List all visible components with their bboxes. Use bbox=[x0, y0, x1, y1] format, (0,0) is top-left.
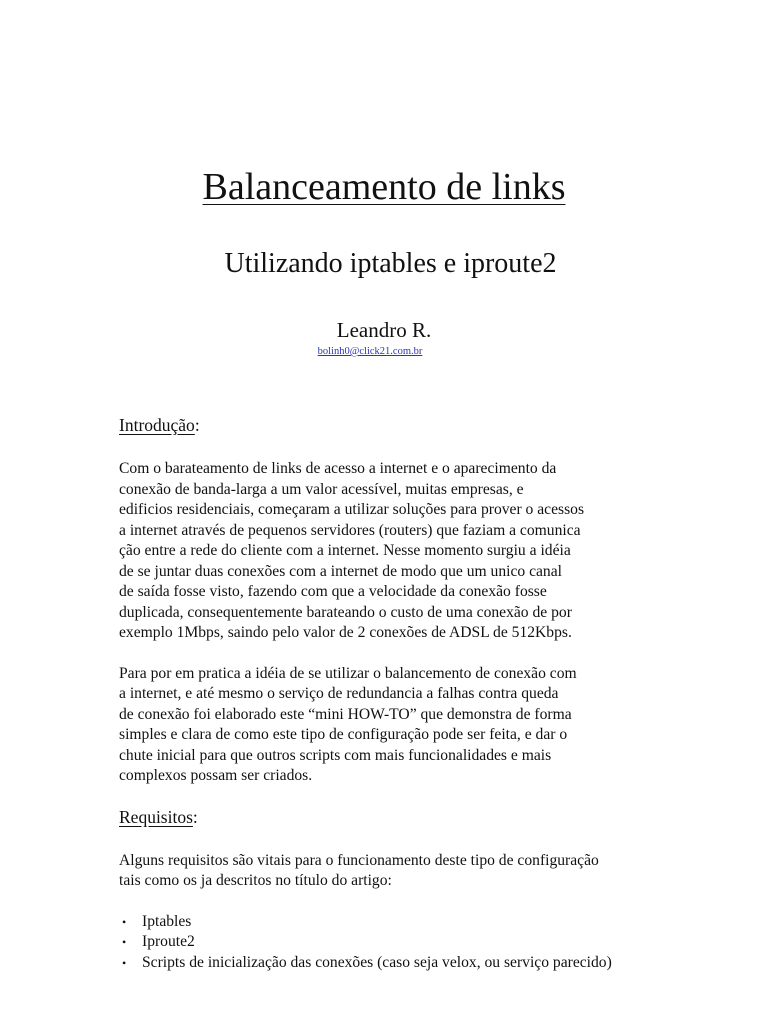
paragraph-line: chute inicial para que outros scripts com mais funcionalidades e mais bbox=[119, 746, 552, 764]
paragraph-line: a internet, e até mesmo o serviço de redundancia a falhas contra queda bbox=[119, 685, 559, 702]
paragraph-line: conexão de banda-larga a um valor acessível, muitas empresas, e bbox=[119, 480, 524, 498]
list-item bbox=[119, 953, 719, 974]
paragraph-line: Com o barateamento de links de acesso a internet e o aparecimento da bbox=[119, 460, 557, 477]
author-email-link[interactable]: bolinh0@click21.com.br bbox=[317, 346, 423, 357]
paragraph-line: simples e clara de como este tipo de configuração pode ser feita, e dar o bbox=[119, 726, 568, 743]
bullet-icon: • bbox=[122, 935, 127, 949]
paragraph-line: duplicada, consequentemente barateando o custo de uma conexão de por bbox=[119, 603, 572, 621]
document-body bbox=[119, 413, 719, 973]
list-item bbox=[119, 912, 719, 933]
paragraph-line: Alguns requisitos são vitais para o funcionamento deste tipo de configuração bbox=[119, 851, 599, 869]
author-name: Leandro R. bbox=[336, 318, 432, 342]
paragraph-line: de saída fosse visto, fazendo com que a velocidade da conexão fosse bbox=[119, 583, 547, 600]
section-heading-introducao-colon: : bbox=[194, 415, 200, 435]
paragraph-line: Para por em pratica a idéia de se utilizar o balancemento de conexão com bbox=[119, 664, 577, 682]
paragraph-line: edificios residenciais, começaram a utilizar soluções para prover o acessos bbox=[119, 501, 585, 518]
list-item bbox=[119, 932, 719, 953]
introducao-paragraph-1 bbox=[119, 459, 719, 644]
bullet-icon: • bbox=[122, 914, 127, 929]
list-item-text: Scripts de inicialização das conexões (caso seja velox, ou serviço parecido) bbox=[142, 953, 612, 971]
requisitos-list bbox=[119, 912, 719, 974]
paragraph-line: ção entre a rede do cliente com a internet. Nesse momento surgiu a idéia bbox=[119, 542, 571, 559]
author-email bbox=[0, 345, 740, 359]
document-title: Balanceamento de links bbox=[202, 166, 566, 208]
paragraph-line: de conexão foi elaborado este “mini HOW-TO” que demonstra de forma bbox=[119, 705, 572, 723]
introducao-paragraph-2 bbox=[119, 664, 719, 787]
paragraph-line: a internet através de pequenos servidores (routers) que faziam a comunica bbox=[119, 521, 581, 539]
section-heading-requisitos-colon: : bbox=[192, 806, 198, 827]
requisitos-paragraph bbox=[119, 851, 719, 892]
paragraph-line: tais como os ja descritos no título do artigo: bbox=[119, 872, 392, 889]
section-heading-introducao-text: Introdução bbox=[119, 415, 195, 435]
document-subtitle: Utilizando iptables e iproute2 bbox=[224, 248, 557, 279]
paragraph-line: exemplo 1Mbps, saindo pelo valor de 2 conexões de ADSL de 512Kbps. bbox=[119, 624, 572, 641]
section-heading-requisitos bbox=[119, 805, 719, 829]
list-item-text: Iproute2 bbox=[142, 933, 195, 950]
paragraph-line: de se juntar duas conexões com a internet de modo que um unico canal bbox=[119, 562, 562, 580]
list-item-text: Iptables bbox=[142, 912, 192, 930]
section-heading-requisitos-text: Requisitos bbox=[119, 806, 193, 827]
paragraph-line: complexos possam ser criados. bbox=[119, 767, 313, 784]
bullet-icon: • bbox=[122, 955, 127, 970]
section-heading-introducao bbox=[119, 413, 719, 437]
